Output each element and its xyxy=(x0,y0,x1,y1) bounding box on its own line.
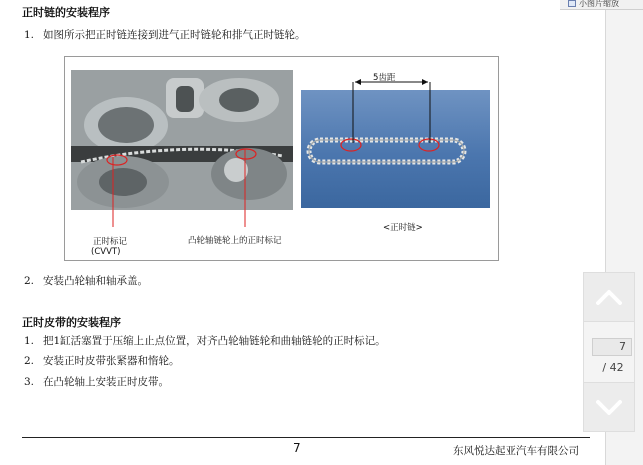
total-pages: / 42 xyxy=(602,361,624,374)
label-cvvt: (CVVT) xyxy=(91,247,121,257)
viewer-toolbar xyxy=(560,0,643,10)
section-title-timing-chain: 正时链的安装程序 xyxy=(22,6,110,19)
step-1-timing-chain xyxy=(24,27,306,42)
step-text: 把1缸活塞置于压缩上止点位置，对齐凸轮轴链轮和曲轴链轮的正时标记。 xyxy=(43,335,386,347)
step-3-timing-belt xyxy=(24,374,169,389)
step-text: 如图所示把正时链连接到进气正时链轮和排气正时链轮。 xyxy=(43,29,306,41)
step-text: 在凸轮轴上安装正时皮带。 xyxy=(43,376,169,388)
step-text: 安装正时皮带张紧器和惰轮。 xyxy=(43,355,180,367)
step-number: 1. xyxy=(24,29,35,41)
previous-page-button[interactable] xyxy=(583,272,635,322)
step-2-timing-belt xyxy=(24,353,180,368)
label-cam-sprocket-mark: 凸轮轴链轮上的正时标记 xyxy=(188,236,282,246)
step-text: 安装凸轮轴和轴承盖。 xyxy=(43,275,148,287)
step-2-timing-chain xyxy=(24,273,148,288)
image-icon xyxy=(568,0,576,7)
dimension-label: 5齿距 xyxy=(373,73,396,83)
current-page-input[interactable]: 7 xyxy=(592,338,632,356)
label-chain-caption: <正时链> xyxy=(383,223,423,233)
page-counter xyxy=(583,322,635,382)
step-number: 1. xyxy=(24,335,35,347)
step-number: 3. xyxy=(24,376,35,388)
label-timing-mark: 正时标记 xyxy=(93,237,128,247)
chevron-up-icon xyxy=(584,273,634,321)
footer-company: 东风悦达起亚汽车有限公司 xyxy=(453,445,579,457)
chevron-down-icon xyxy=(584,383,634,431)
page-navigator xyxy=(583,272,635,432)
dimension-lines xyxy=(65,57,498,260)
footer-page-number: 7 xyxy=(293,441,301,455)
footer-divider xyxy=(22,437,590,438)
toolbar-item-label[interactable]: 小图片缩放 xyxy=(579,0,619,8)
section-title-timing-belt: 正时皮带的安装程序 xyxy=(22,316,121,329)
timing-chain-figure xyxy=(64,56,499,261)
next-page-button[interactable] xyxy=(583,382,635,432)
step-number: 2. xyxy=(24,275,35,287)
step-number: 2. xyxy=(24,355,35,367)
step-1-timing-belt xyxy=(24,333,386,348)
